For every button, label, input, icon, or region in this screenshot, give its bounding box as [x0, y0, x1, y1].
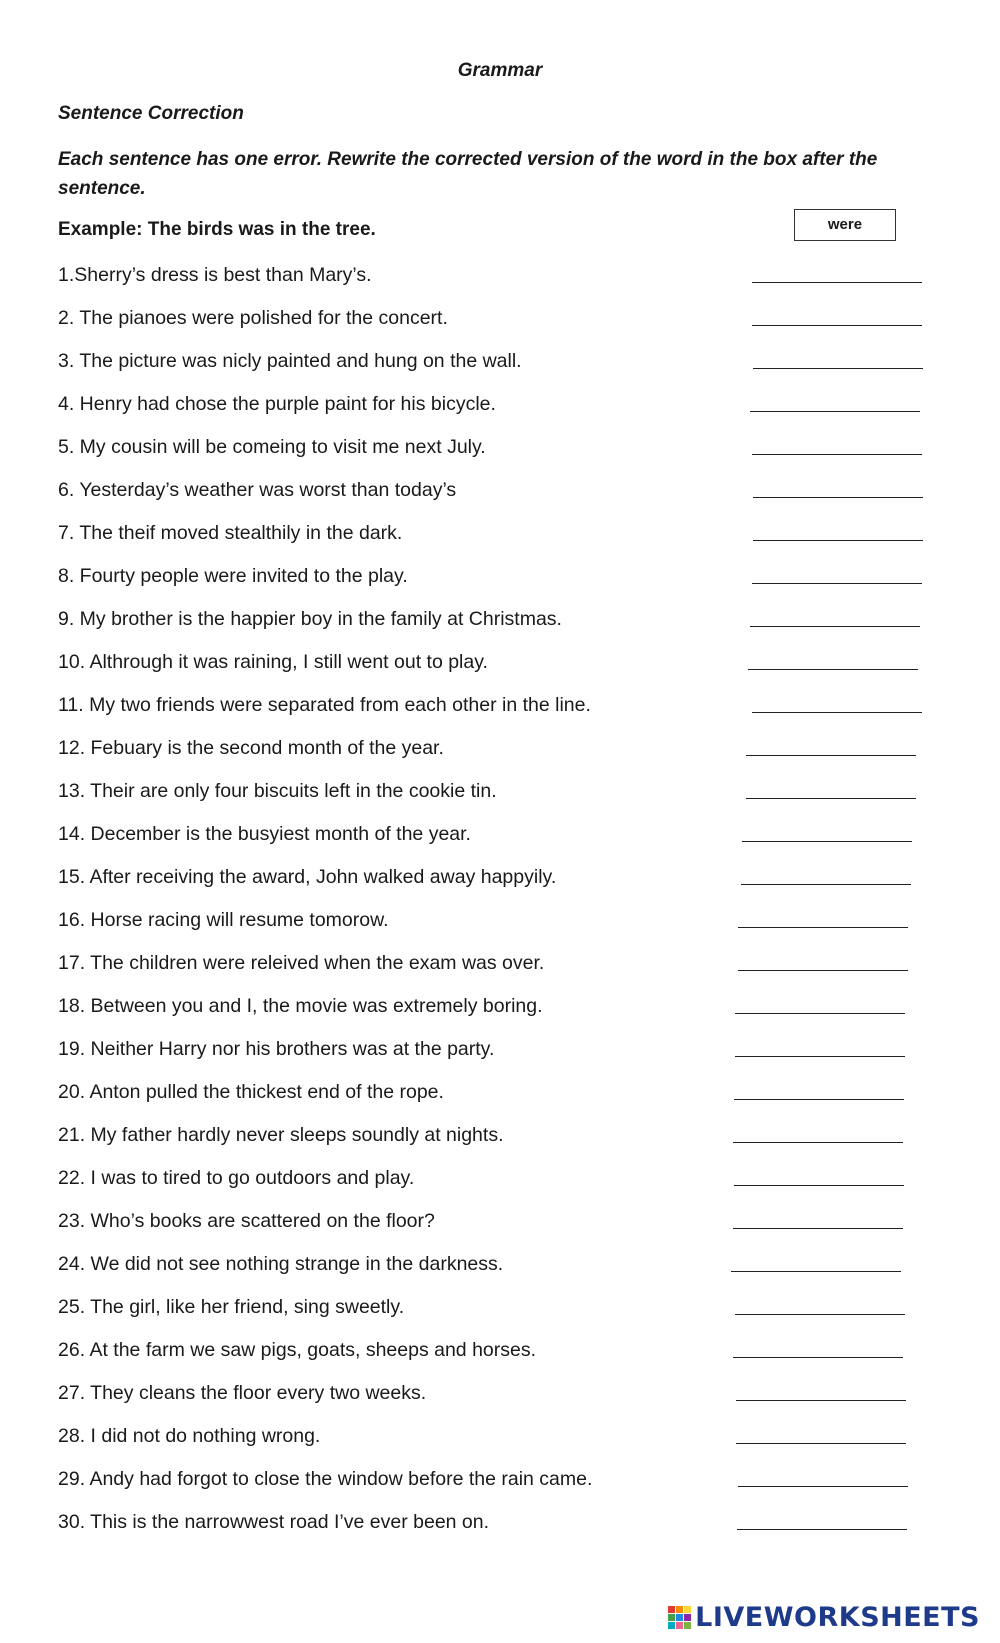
sentence-item: [0, 942, 1000, 985]
answer-blank[interactable]: [736, 1443, 906, 1444]
sentence-text: 14. December is the busyiest month of the year.: [58, 823, 471, 845]
sentence-text: 5. My cousin will be comeing to visit me next July.: [58, 436, 486, 458]
sentence-item: [0, 1458, 1000, 1501]
answer-blank[interactable]: [752, 583, 922, 584]
sentence-item: [0, 598, 1000, 641]
sentence-item: [0, 899, 1000, 942]
example-answer-box: were: [794, 209, 896, 241]
answer-blank[interactable]: [748, 669, 918, 670]
sentence-item: [0, 1415, 1000, 1458]
answer-blank[interactable]: [752, 325, 922, 326]
page-title: Grammar: [457, 60, 543, 81]
sentence-text: 13. Their are only four biscuits left in the cookie tin.: [58, 780, 497, 802]
sentence-item: [0, 340, 1000, 383]
sentence-item: [0, 641, 1000, 684]
sentence-text: 3. The picture was nicly painted and hung on the wall.: [58, 350, 522, 372]
logo-square: [684, 1606, 691, 1613]
sentence-text: 26. At the farm we saw pigs, goats, sheeps and horses.: [58, 1339, 537, 1361]
answer-blank[interactable]: [734, 1185, 904, 1186]
sentence-item: [0, 1200, 1000, 1243]
answer-blank[interactable]: [738, 1486, 908, 1487]
sentence-text: 21. My father hardly never sleeps soundly at nights.: [58, 1124, 504, 1146]
answer-blank[interactable]: [753, 540, 923, 541]
sentence-text: 9. My brother is the happier boy in the family at Christmas.: [58, 608, 562, 630]
sentence-text: 11. My two friends were separated from each other in the line.: [58, 694, 591, 716]
sentence-text: 24. We did not see nothing strange in the darkness.: [58, 1253, 504, 1275]
sentence-text: 22. I was to tired to go outdoors and play.: [58, 1167, 415, 1189]
logo-square: [676, 1606, 683, 1613]
sentence-text: 7. The theif moved stealthily in the dark.: [58, 522, 403, 544]
sentence-text: 15. After receiving the award, John walked away happyily.: [58, 866, 557, 888]
sentence-item: [0, 684, 1000, 727]
answer-blank[interactable]: [753, 497, 923, 498]
logo-square: [676, 1622, 683, 1629]
answer-blank[interactable]: [738, 927, 908, 928]
sentence-item: [0, 1372, 1000, 1415]
answer-blank[interactable]: [731, 1271, 901, 1272]
sentence-item: [0, 813, 1000, 856]
sentence-text: 17. The children were releived when the exam was over.: [58, 952, 545, 974]
sentence-item: [0, 426, 1000, 469]
sentence-text: 16. Horse racing will resume tomorow.: [58, 909, 389, 931]
sentence-item: [0, 985, 1000, 1028]
sentence-text: 30. This is the narrowwest road I’ve ever been on.: [58, 1511, 490, 1533]
instructions: Each sentence has one error. Rewrite the corrected version of the word in the box after the sentence.: [58, 149, 878, 199]
answer-blank[interactable]: [750, 411, 920, 412]
sentence-text: 27. They cleans the floor every two weeks.: [58, 1382, 427, 1404]
logo-square: [676, 1614, 683, 1621]
sentence-text: 25. The girl, like her friend, sing sweetly.: [58, 1296, 405, 1318]
sentence-item: [0, 1071, 1000, 1114]
logo-square: [668, 1622, 675, 1629]
sentence-item: [0, 254, 1000, 297]
footer-logo: [668, 1601, 980, 1633]
sentence-item: [0, 1243, 1000, 1286]
sentence-item: [0, 1501, 1000, 1544]
sentence-text: 8. Fourty people were invited to the play.: [58, 565, 408, 587]
sentence-text: 1.Sherry’s dress is best than Mary’s.: [58, 264, 372, 286]
sentence-item: [0, 727, 1000, 770]
sentence-item: [0, 1114, 1000, 1157]
brand-name: LIVEWORKSHEETS: [695, 1601, 980, 1633]
sentence-item: [0, 383, 1000, 426]
answer-blank[interactable]: [741, 884, 911, 885]
sentence-item: [0, 856, 1000, 899]
answer-blank[interactable]: [742, 841, 912, 842]
answer-blank[interactable]: [746, 798, 916, 799]
answer-blank[interactable]: [735, 1314, 905, 1315]
sentence-list: [0, 254, 1000, 1544]
sentence-item: [0, 469, 1000, 512]
answer-blank[interactable]: [733, 1142, 903, 1143]
answer-blank[interactable]: [753, 368, 923, 369]
sentence-text: 19. Neither Harry nor his brothers was at the party.: [58, 1038, 495, 1060]
answer-blank[interactable]: [752, 454, 922, 455]
sentence-text: 4. Henry had chose the purple paint for his bicycle.: [58, 393, 496, 415]
sentence-text: 29. Andy had forgot to close the window before the rain came.: [58, 1468, 593, 1490]
sentence-item: [0, 297, 1000, 340]
sentence-item: [0, 512, 1000, 555]
answer-blank[interactable]: [750, 626, 920, 627]
sentence-item: [0, 555, 1000, 598]
liveworksheets-logo-icon: [668, 1606, 691, 1629]
sentence-text: 28. I did not do nothing wrong.: [58, 1425, 321, 1447]
sentence-text: 2. The pianoes were polished for the concert.: [58, 307, 448, 329]
answer-blank[interactable]: [735, 1056, 905, 1057]
sentence-text: 6. Yesterday’s weather was worst than today’s: [58, 479, 457, 501]
answer-blank[interactable]: [737, 1529, 907, 1530]
sentence-text: 23. Who’s books are scattered on the floor?: [58, 1210, 435, 1232]
sentence-item: [0, 1286, 1000, 1329]
answer-blank[interactable]: [746, 755, 916, 756]
logo-square: [684, 1614, 691, 1621]
answer-blank[interactable]: [733, 1357, 903, 1358]
section-subtitle: Sentence Correction: [58, 103, 244, 124]
example-sentence: Example: The birds was in the tree.: [58, 219, 376, 240]
answer-blank[interactable]: [736, 1400, 906, 1401]
sentence-text: 10. Althrough it was raining, I still went out to play.: [58, 651, 488, 673]
answer-blank[interactable]: [752, 712, 922, 713]
sentence-text: 12. Febuary is the second month of the year.: [58, 737, 444, 759]
answer-blank[interactable]: [733, 1228, 903, 1229]
logo-square: [668, 1614, 675, 1621]
answer-blank[interactable]: [735, 1013, 905, 1014]
logo-square: [684, 1622, 691, 1629]
sentence-item: [0, 1157, 1000, 1200]
sentence-text: 18. Between you and I, the movie was extremely boring.: [58, 995, 543, 1017]
sentence-item: [0, 770, 1000, 813]
sentence-item: [0, 1329, 1000, 1372]
sentence-item: [0, 1028, 1000, 1071]
sentence-text: 20. Anton pulled the thickest end of the rope.: [58, 1081, 444, 1103]
logo-square: [668, 1606, 675, 1613]
answer-blank[interactable]: [738, 970, 908, 971]
answer-blank[interactable]: [734, 1099, 904, 1100]
answer-blank[interactable]: [752, 282, 922, 283]
